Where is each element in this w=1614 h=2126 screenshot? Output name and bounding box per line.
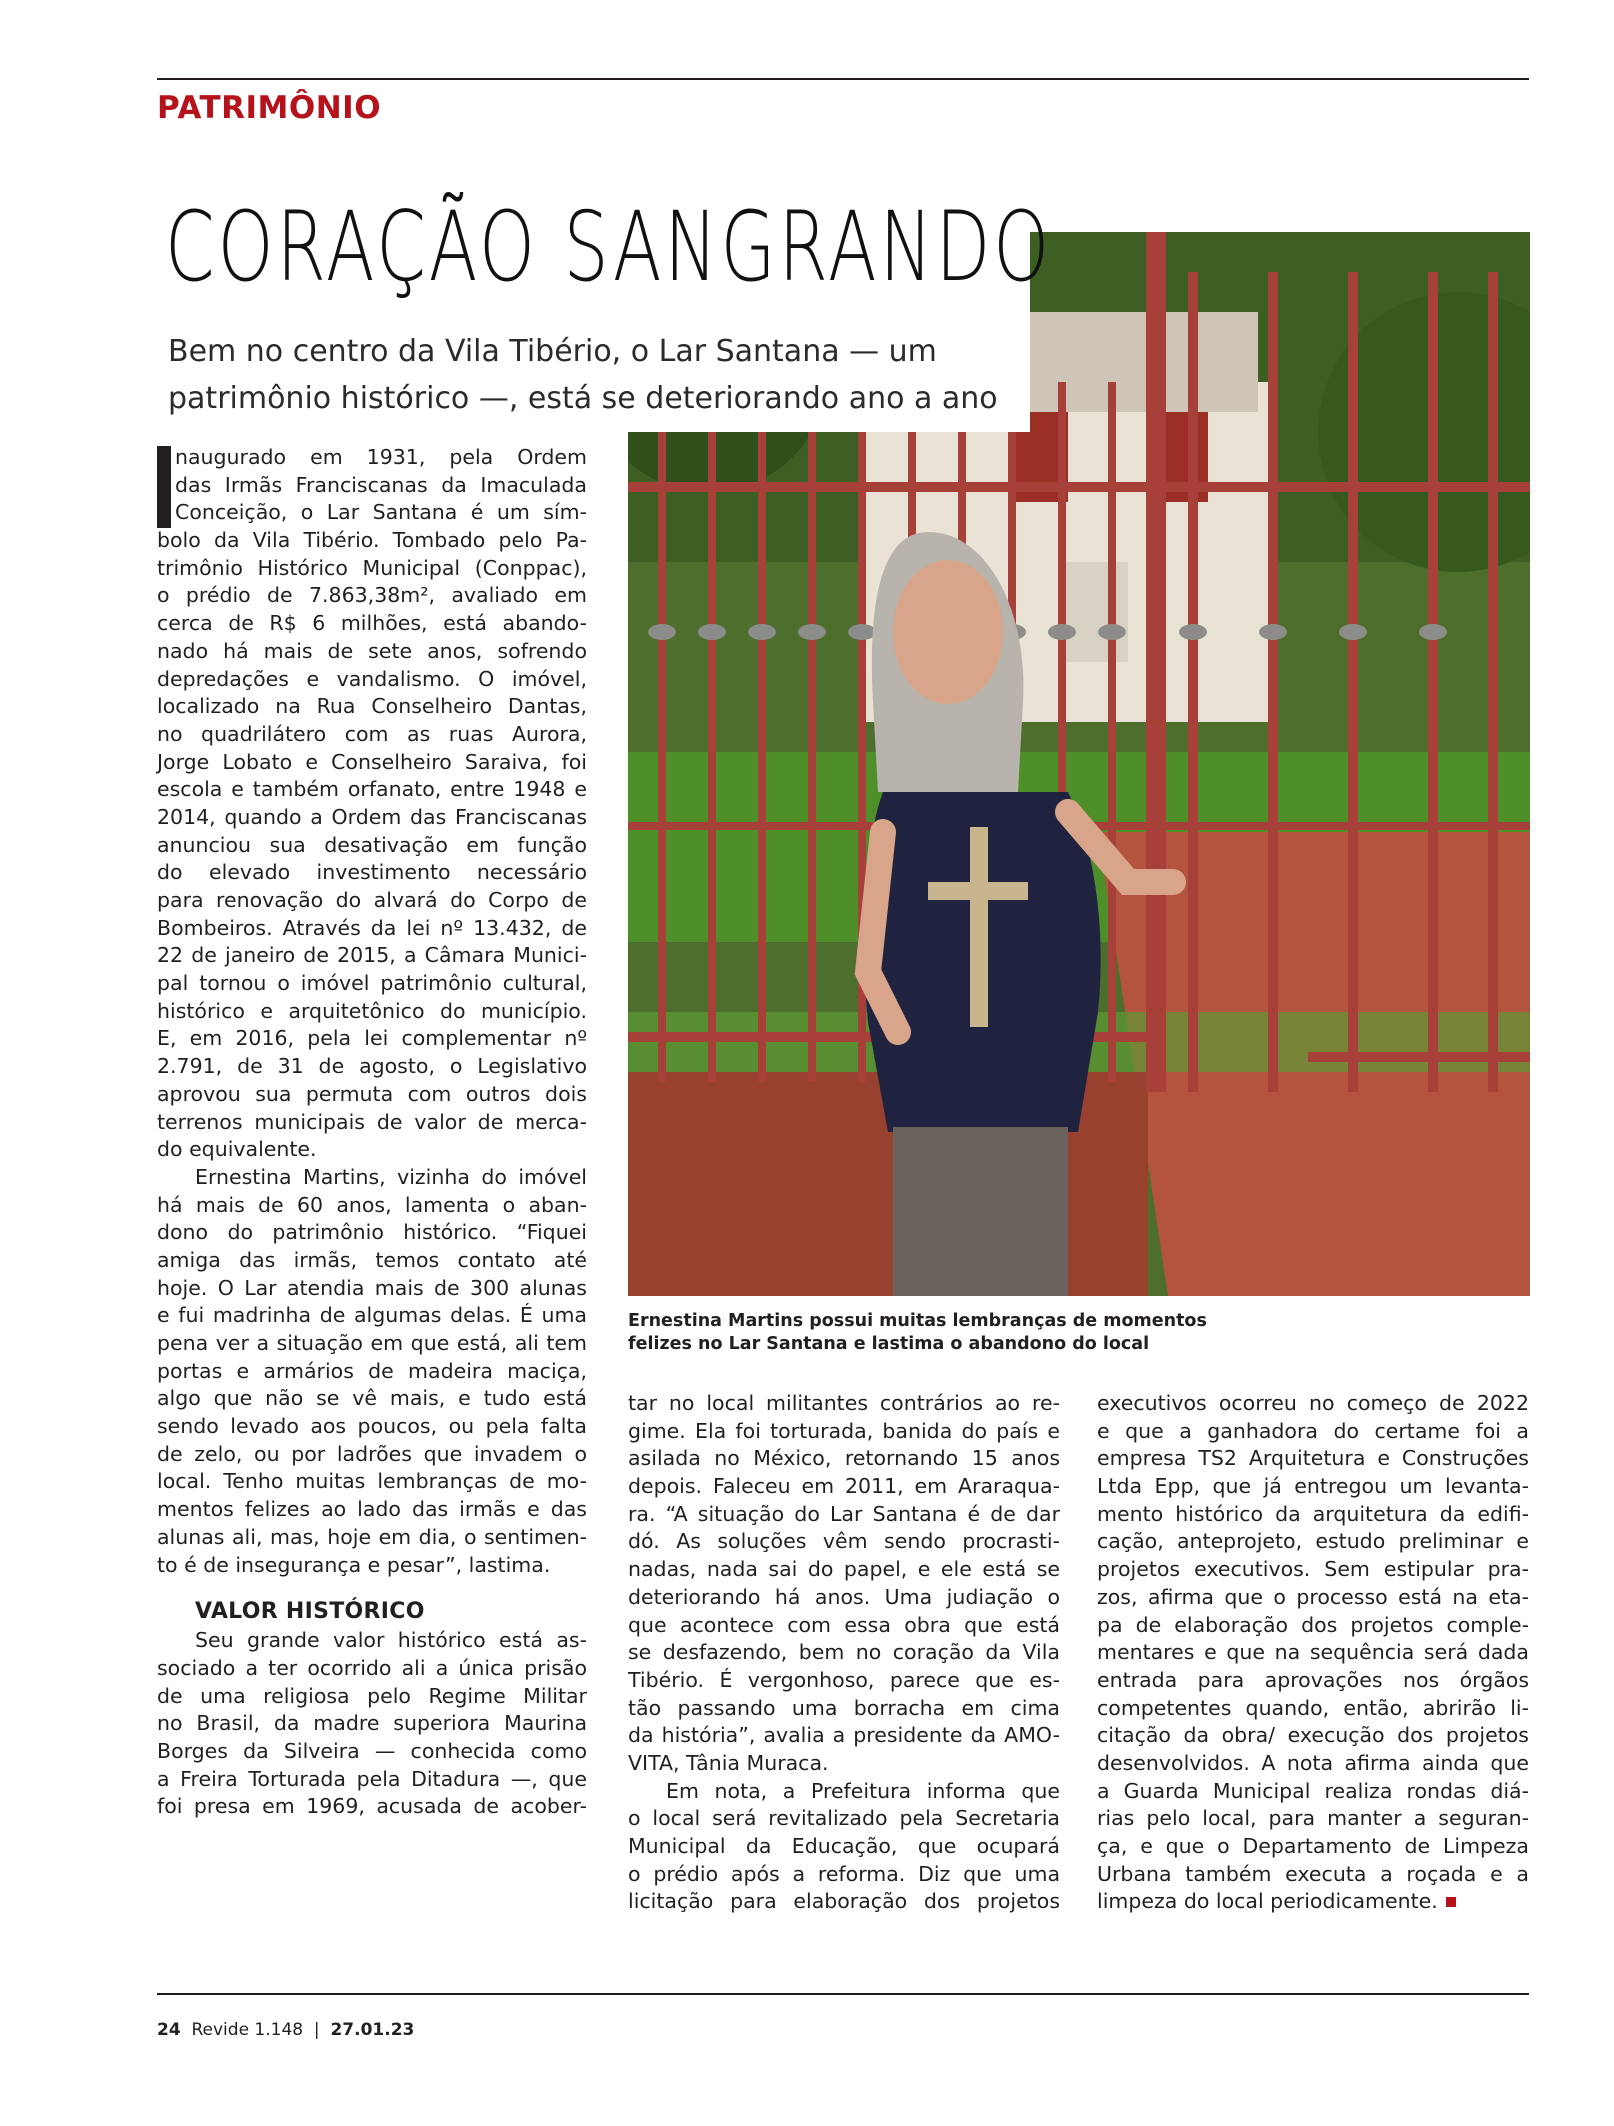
text-line: tar no local militantes contrários ao re- (628, 1391, 1060, 1415)
text-line: hoje. O Lar atendia mais de 300 alunas (157, 1275, 587, 1300)
text-line: gime. Ela foi torturada, banida do país e (628, 1418, 1060, 1443)
footer-separator: | (313, 2020, 320, 2040)
text-line: limpeza do local periodicamente. (1097, 1888, 1529, 1916)
text-line: terrenos municipais de valor de merca- (157, 1109, 587, 1134)
text-line: executivos ocorreu no começo de 2022 (1097, 1391, 1529, 1415)
deck (168, 328, 1038, 422)
text-line: e fui madrinha de algumas delas. É uma (157, 1303, 587, 1328)
text-line: 2.791, de 31 de agosto, o Legislativo (157, 1054, 587, 1079)
photo-caption (628, 1310, 1528, 1356)
text-line: E, em 2016, pela lei complementar nº (157, 1026, 587, 1051)
text-line: sendo levado aos poucos, ou pela falta (157, 1414, 587, 1439)
column-1 (157, 444, 587, 1821)
text-line: nado há mais de sete anos, sofrendo (157, 638, 587, 663)
text-line: depredações e vandalismo. O imóvel, (157, 666, 587, 691)
text-line: cerca de R$ 6 milhões, está abando- (157, 611, 587, 636)
text-line: pa de elaboração dos projetos comple- (1097, 1612, 1529, 1637)
headline: CORAÇÃO SANGRANDO (165, 191, 1053, 303)
text-line: e que a ganhadora do certame foi a (1097, 1418, 1529, 1443)
text-line: escola e também orfanato, entre 1948 e (157, 777, 587, 802)
text-line: das Irmãs Franciscanas da Imaculada (175, 472, 587, 497)
text-line: mentos felizes ao lado das irmãs e das (157, 1497, 587, 1522)
text-line: Urbana também executa a roçada e a (1097, 1861, 1529, 1886)
text-line: Em nota, a Prefeitura informa que (666, 1778, 1060, 1803)
text-line: se desfazendo, bem no coração da Vila (628, 1640, 1060, 1665)
page-footer (157, 2020, 414, 2040)
text-line: Ltda Epp, que já entregou um levanta- (1097, 1474, 1529, 1499)
text-line: no quadrilátero com as ruas Aurora, (157, 721, 587, 746)
text-line: depois. Faleceu em 2011, em Araraqua- (628, 1474, 1060, 1499)
section-label: PATRIMÔNIO (157, 90, 382, 126)
text-line: sociado a ter ocorrido ali a única prisão (157, 1655, 587, 1680)
text-line: amiga das irmãs, temos contato até (157, 1247, 587, 1272)
text-line: Tibério. É vergonhoso, parece que es- (628, 1667, 1060, 1692)
text-line: no Brasil, da madre superiora Maurina (157, 1711, 587, 1736)
magazine-issue: Revide 1.148 (191, 2020, 304, 2040)
text-line: cação, anteprojeto, estudo preliminar e (1097, 1529, 1529, 1554)
bottom-rule (157, 1993, 1529, 1995)
text-line: a Guarda Municipal realiza rondas diá- (1097, 1778, 1529, 1803)
text-line: o prédio de 7.863,38m², avaliado em (157, 583, 587, 608)
text-line: empresa TS2 Arquitetura e Construções (1097, 1446, 1529, 1471)
column-2 (628, 1390, 1060, 1916)
text-line: trimônio Histórico Municipal (Conppac), (157, 555, 587, 580)
issue-date: 27.01.23 (330, 2020, 415, 2040)
text-line: pal tornou o imóvel patrimônio cultural, (157, 971, 587, 996)
text-line: to é de insegurança e pesar”, lastima. (157, 1552, 551, 1577)
end-of-article-mark (1446, 1897, 1456, 1907)
subheading: VALOR HISTÓRICO (195, 1599, 425, 1625)
text-line: licitação para elaboração dos projetos (628, 1889, 1060, 1914)
text-line: Ernestina Martins, vizinha do imóvel (195, 1164, 587, 1189)
text-line: 2014, quando a Ordem das Franciscanas (157, 804, 587, 829)
text-line: do equivalente. (157, 1137, 317, 1162)
caption-line: Ernestina Martins possui muitas lembranças de momentos (628, 1311, 1207, 1331)
text-line: 22 de janeiro de 2015, a Câmara Munici- (157, 943, 587, 968)
text-line: Municipal da Educação, que ocupará (628, 1834, 1060, 1858)
text-line: citação da obra/ execução dos projetos (1097, 1723, 1529, 1748)
text-line: nadas, nada sai do papel, e ele está se (628, 1557, 1060, 1582)
text-line: projetos executivos. Sem estipular pra- (1097, 1557, 1529, 1582)
text-line: Seu grande valor histórico está as- (195, 1628, 587, 1653)
text-line: desenvolvidos. A nota afirma ainda que (1097, 1750, 1529, 1775)
text-line: naugurado em 1931, pela Ordem (175, 445, 587, 469)
deck-line: patrimônio histórico —, está se deteriorando ano a ano (168, 381, 998, 416)
text-line: alunas ali, mas, hoje em dia, o sentimen- (157, 1524, 587, 1549)
text-line: deteriorando há anos. Uma judiação o (628, 1584, 1060, 1609)
text-line: portas e armários de madeira maciça, (157, 1358, 587, 1383)
top-rule (157, 78, 1529, 80)
text-line: ra. “A situação do Lar Santana é de dar (628, 1501, 1060, 1526)
text-line: algo que não se vê mais, e tudo está (157, 1386, 587, 1411)
text-line: tão passando uma borracha em cima (628, 1695, 1060, 1720)
deck-line: Bem no centro da Vila Tibério, o Lar Santana — um (168, 334, 937, 369)
text-line: mento histórico da arquitetura da edifi- (1097, 1501, 1529, 1526)
column-3 (1097, 1390, 1529, 1916)
text-line: dó. As soluções vêm sendo procrasti- (628, 1529, 1060, 1554)
text-line: Bombeiros. Através da lei nº 13.432, de (157, 915, 587, 940)
text-line: o prédio após a reforma. Diz que uma (628, 1861, 1060, 1886)
text-line: da história”, avalia a presidente da AMO- (628, 1723, 1060, 1748)
text-line: local. Tenho muitas lembranças de mo- (157, 1469, 587, 1494)
caption-line: felizes no Lar Santana e lastima o abandono do local (628, 1334, 1150, 1354)
text-line: do elevado investimento necessário (157, 860, 587, 885)
text-line: Jorge Lobato e Conselheiro Saraiva, foi (157, 749, 587, 774)
page-number: 24 (157, 2020, 181, 2040)
text-line: histórico e arquitetônico do município. (157, 998, 587, 1023)
text-line: Borges da Silveira — conhecida como (157, 1738, 587, 1763)
text-line: localizado na Rua Conselheiro Dantas, (157, 694, 587, 719)
text-line: zos, afirma que o processo está na eta- (1097, 1584, 1529, 1609)
text-line: pena ver a situação em que está, ali tem (157, 1331, 587, 1355)
text-line: bolo da Vila Tibério. Tombado pelo Pa- (157, 528, 587, 553)
text-line: ça, e que o Departamento de Limpeza (1097, 1834, 1529, 1858)
text-line: dono do patrimônio histórico. “Fiquei (157, 1220, 587, 1245)
text-line: VITA, Tânia Muraca. (628, 1750, 829, 1775)
text-line: competentes quando, então, abrirão li- (1097, 1695, 1529, 1720)
text-line: Conceição, o Lar Santana é um sím- (175, 500, 587, 525)
text-line: a Freira Torturada pela Ditadura —, que (157, 1766, 587, 1791)
text-line: que acontece com essa obra que está (628, 1612, 1060, 1637)
text-line: foi presa em 1969, acusada de acober- (157, 1794, 587, 1819)
text-line: asilada no México, retornando 15 anos (628, 1446, 1060, 1471)
text-line: o local será revitalizado pela Secretaria (628, 1806, 1060, 1831)
text-line: de zelo, ou por ladrões que invadem o (157, 1441, 587, 1466)
text-line: há mais de 60 anos, lamenta o aban- (157, 1192, 587, 1217)
text-line: anunciou sua desativação em função (157, 832, 587, 857)
text-line: entrada para aprovações nos órgãos (1097, 1667, 1529, 1692)
text-line: aprovou sua permuta com outros dois (157, 1081, 587, 1106)
text-line: de uma religiosa pelo Regime Militar (157, 1683, 587, 1708)
text-line: para renovação do alvará do Corpo de (157, 888, 587, 912)
text-line: mentares e que na sequência será dada (1097, 1640, 1529, 1665)
text-line: rias pelo local, para manter a seguran- (1097, 1806, 1529, 1831)
